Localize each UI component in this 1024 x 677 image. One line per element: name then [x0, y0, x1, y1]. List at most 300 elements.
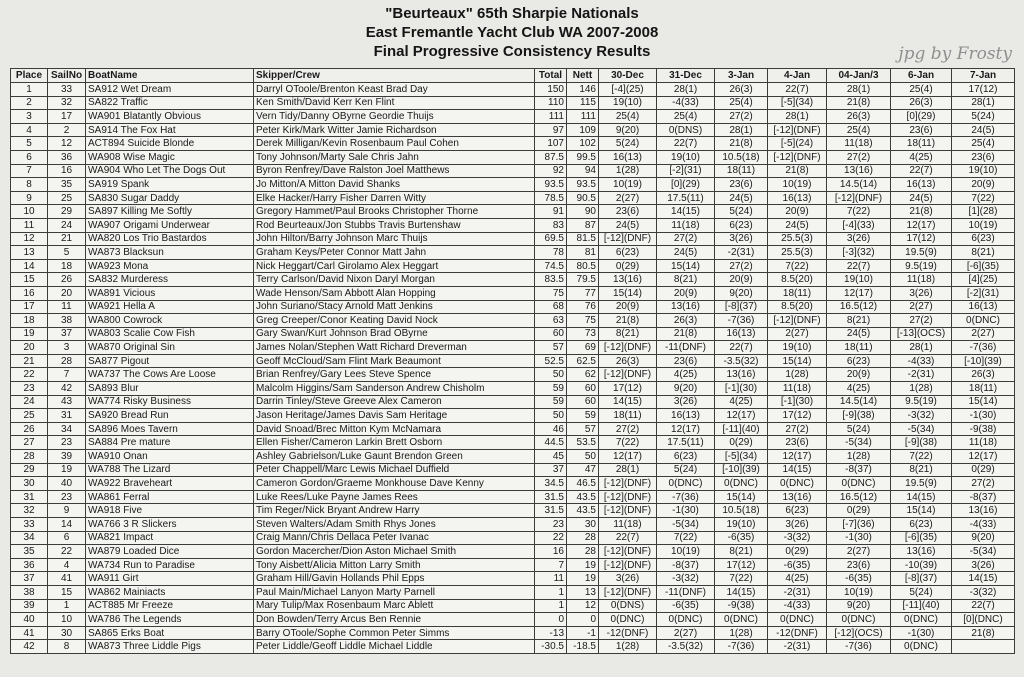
table-cell: 17(12) — [891, 232, 952, 246]
table-cell: 18(11) — [768, 286, 827, 300]
table-row — [11, 300, 1015, 314]
table-cell: 9(20) — [827, 599, 891, 613]
table-cell: WA786 The Legends — [86, 613, 254, 627]
table-row — [11, 585, 1015, 599]
table-cell: 10(19) — [952, 218, 1015, 232]
table-cell: Elke Hacker/Harry Fisher Darren Witty — [254, 191, 535, 205]
table-cell: 91 — [535, 205, 567, 219]
table-cell: 13 — [11, 246, 48, 260]
table-cell: 76 — [567, 300, 599, 314]
table-cell: 26(3) — [657, 314, 715, 328]
table-cell: [-12](DNF) — [768, 150, 827, 164]
table-cell: 24(5) — [952, 123, 1015, 137]
table-row — [11, 123, 1015, 137]
table-cell: 22(7) — [599, 531, 657, 545]
table-cell: Jason Heritage/James Davis Sam Heritage — [254, 409, 535, 423]
table-cell: 25(4) — [657, 110, 715, 124]
table-cell: Darryl OToole/Brenton Keast Brad Day — [254, 83, 535, 97]
table-cell: 21(8) — [891, 205, 952, 219]
table-cell: 62 — [567, 368, 599, 382]
table-cell: 14(15) — [599, 395, 657, 409]
table-cell: 1 — [48, 599, 86, 613]
table-cell: -1(30) — [891, 626, 952, 640]
table-cell: -3(32) — [657, 572, 715, 586]
table-cell: 5 — [11, 137, 48, 151]
table-cell: 24(5) — [768, 218, 827, 232]
table-cell: 0(DNC) — [891, 640, 952, 654]
table-cell: -5(34) — [827, 436, 891, 450]
table-cell: 10.5(18) — [715, 150, 768, 164]
table-cell: 19.5(9) — [891, 246, 952, 260]
table-cell: 6(23) — [657, 450, 715, 464]
table-row — [11, 463, 1015, 477]
table-cell: 13(16) — [657, 300, 715, 314]
table-cell: 21(8) — [827, 96, 891, 110]
table-cell: 38 — [11, 585, 48, 599]
table-cell: 27 — [11, 436, 48, 450]
table-cell: 2 — [11, 96, 48, 110]
table-cell: WA910 Onan — [86, 450, 254, 464]
table-cell: 12(17) — [715, 409, 768, 423]
column-header: 4-Jan — [768, 69, 827, 83]
table-cell: 8 — [48, 640, 86, 654]
table-cell: 18(11) — [715, 164, 768, 178]
table-cell: 19(10) — [827, 273, 891, 287]
table-cell: 21 — [11, 354, 48, 368]
table-cell: 4(25) — [768, 572, 827, 586]
table-cell: 31.5 — [535, 490, 567, 504]
table-cell: 24 — [48, 218, 86, 232]
table-cell: 7(22) — [657, 531, 715, 545]
table-cell: 8(21) — [952, 246, 1015, 260]
table-cell: Vern Tidy/Danny OByrne Geordie Thuijs — [254, 110, 535, 124]
table-cell: 4(25) — [657, 368, 715, 382]
table-cell: Rod Beurteaux/Jon Stubbs Travis Burtenshaw — [254, 218, 535, 232]
table-cell: 26(3) — [952, 368, 1015, 382]
table-cell: 0(29) — [715, 436, 768, 450]
table-cell: 9(20) — [599, 123, 657, 137]
table-cell: Graham Hill/Gavin Hollands Phil Epps — [254, 572, 535, 586]
table-cell: -3(32) — [952, 585, 1015, 599]
table-header-row — [11, 69, 1015, 83]
table-cell: 5(24) — [827, 422, 891, 436]
table-cell: David Snoad/Brec Mitton Kym McNamara — [254, 422, 535, 436]
table-cell: -3(32) — [891, 409, 952, 423]
table-cell: 11 — [11, 218, 48, 232]
table-cell: WA788 The Lizard — [86, 463, 254, 477]
table-cell: 7(22) — [768, 259, 827, 273]
table-cell: SA830 Sugar Daddy — [86, 191, 254, 205]
table-cell: [-11](40) — [715, 422, 768, 436]
table-cell: 25(4) — [827, 123, 891, 137]
table-cell: 17(12) — [768, 409, 827, 423]
table-cell: Brian Renfrey/Gary Lees Steve Spence — [254, 368, 535, 382]
table-cell: 31 — [48, 409, 86, 423]
table-cell: SA920 Bread Run — [86, 409, 254, 423]
table-cell: 1 — [535, 585, 567, 599]
table-cell: 13(16) — [891, 545, 952, 559]
table-cell: 16 — [535, 545, 567, 559]
table-row — [11, 218, 1015, 232]
table-cell: 11(18) — [827, 137, 891, 151]
column-header: Place — [11, 69, 48, 83]
table-cell: 23 — [48, 436, 86, 450]
table-cell: 24(5) — [827, 327, 891, 341]
table-cell: 19.5(9) — [891, 477, 952, 491]
table-cell: 5(24) — [599, 137, 657, 151]
table-cell: 4(25) — [827, 382, 891, 396]
table-cell: [-12](DNF) — [599, 232, 657, 246]
table-cell: 0(DNC) — [827, 477, 891, 491]
table-cell: 31 — [11, 490, 48, 504]
table-row — [11, 572, 1015, 586]
table-cell: 59 — [567, 409, 599, 423]
table-cell: 20 — [48, 286, 86, 300]
table-cell: 10(19) — [768, 178, 827, 192]
table-cell: 97 — [535, 123, 567, 137]
table-cell: 28 — [567, 531, 599, 545]
table-cell: WA873 Blacksun — [86, 246, 254, 260]
table-cell: 6 — [11, 150, 48, 164]
table-cell: Peter Liddle/Geoff Liddle Michael Liddle — [254, 640, 535, 654]
table-cell: -6(35) — [657, 599, 715, 613]
table-cell: 3(26) — [768, 518, 827, 532]
table-cell: Tony Johnson/Marty Sale Chris Jahn — [254, 150, 535, 164]
table-cell: WA803 Scalie Cow Fish — [86, 327, 254, 341]
table-cell: 2 — [48, 123, 86, 137]
table-cell: -5(34) — [891, 422, 952, 436]
table-cell: 22(7) — [768, 83, 827, 97]
table-cell: 8(21) — [891, 463, 952, 477]
table-cell: -8(37) — [827, 463, 891, 477]
table-cell: [-10](39) — [715, 463, 768, 477]
table-cell: 4(25) — [715, 395, 768, 409]
table-cell: 150 — [535, 83, 567, 97]
table-cell: 28(1) — [657, 83, 715, 97]
table-cell: 90.5 — [567, 191, 599, 205]
table-cell: WA908 Wise Magic — [86, 150, 254, 164]
table-cell: 62.5 — [567, 354, 599, 368]
table-cell: 6(23) — [827, 354, 891, 368]
table-cell: 31.5 — [535, 504, 567, 518]
table-cell: 20 — [11, 341, 48, 355]
table-cell: 57 — [567, 422, 599, 436]
table-cell: [0](29) — [891, 110, 952, 124]
table-cell: 0 — [567, 613, 599, 627]
column-header: 30-Dec — [599, 69, 657, 83]
table-cell: WA879 Loaded Dice — [86, 545, 254, 559]
table-row — [11, 436, 1015, 450]
table-cell: 39 — [48, 450, 86, 464]
table-cell: 10(19) — [827, 585, 891, 599]
table-cell: 34 — [48, 422, 86, 436]
table-cell: 20(9) — [715, 273, 768, 287]
table-cell: -10(39) — [891, 558, 952, 572]
table-cell: ACT894 Suicide Blonde — [86, 137, 254, 151]
table-cell: 12 — [567, 599, 599, 613]
table-cell: 110 — [535, 96, 567, 110]
table-row — [11, 191, 1015, 205]
table-cell: 10 — [11, 205, 48, 219]
table-cell: 0(DNS) — [599, 599, 657, 613]
table-cell: 8(21) — [657, 273, 715, 287]
table-cell: 87 — [567, 218, 599, 232]
table-cell: 16.5(12) — [827, 300, 891, 314]
table-cell: [-11](40) — [891, 599, 952, 613]
column-header: 31-Dec — [657, 69, 715, 83]
table-cell: 16(13) — [715, 327, 768, 341]
table-cell: Greg Creeper/Conor Keating David Nock — [254, 314, 535, 328]
table-cell: 75 — [567, 314, 599, 328]
table-cell: [-8](37) — [715, 300, 768, 314]
table-cell: WA737 The Cows Are Loose — [86, 368, 254, 382]
table-cell: Ken Smith/David Kerr Ken Flint — [254, 96, 535, 110]
table-cell: 24(5) — [891, 191, 952, 205]
table-cell: 1 — [11, 83, 48, 97]
table-cell: 28(1) — [768, 110, 827, 124]
table-cell: -11(DNF) — [657, 585, 715, 599]
table-cell: [-12](DNF) — [599, 545, 657, 559]
table-cell: SA832 Murderess — [86, 273, 254, 287]
table-cell: 20(9) — [599, 300, 657, 314]
table-cell: 26 — [48, 273, 86, 287]
table-row — [11, 368, 1015, 382]
table-cell: 19(10) — [952, 164, 1015, 178]
table-cell: 50 — [535, 368, 567, 382]
table-cell: 23(6) — [715, 178, 768, 192]
table-cell: -1(30) — [827, 531, 891, 545]
table-cell: WA923 Mona — [86, 259, 254, 273]
table-cell: 12(17) — [657, 422, 715, 436]
table-row — [11, 545, 1015, 559]
table-cell: 19 — [567, 572, 599, 586]
table-cell: 0(DNS) — [657, 123, 715, 137]
table-cell: John Suriano/Stacy Arnold Matt Jenkins — [254, 300, 535, 314]
table-cell: Luke Rees/Luke Payne James Rees — [254, 490, 535, 504]
table-cell: 7(22) — [599, 436, 657, 450]
table-row — [11, 286, 1015, 300]
table-cell: 24(5) — [715, 191, 768, 205]
table-cell: 14 — [48, 518, 86, 532]
table-cell: 17.5(11) — [657, 436, 715, 450]
table-cell: 21(8) — [715, 137, 768, 151]
table-row — [11, 599, 1015, 613]
table-cell: 8.5(20) — [768, 300, 827, 314]
table-cell: 22(7) — [827, 259, 891, 273]
table-cell: 9(20) — [952, 531, 1015, 545]
table-cell: Gary Swan/Kurt Johnson Brad OByrne — [254, 327, 535, 341]
table-cell: 10(19) — [657, 545, 715, 559]
table-cell: -2(31) — [715, 246, 768, 260]
table-row — [11, 640, 1015, 654]
table-cell: Geoff McCloud/Sam Flint Mark Beaumont — [254, 354, 535, 368]
table-cell: -7(36) — [657, 490, 715, 504]
table-cell: [0](29) — [657, 178, 715, 192]
table-cell: 27(2) — [715, 259, 768, 273]
table-cell: 19 — [11, 327, 48, 341]
table-cell: 13(16) — [599, 273, 657, 287]
table-cell: 43.5 — [567, 490, 599, 504]
table-cell: 16(13) — [891, 178, 952, 192]
table-cell: [-12](DNF) — [768, 314, 827, 328]
table-cell: 1(28) — [599, 640, 657, 654]
table-cell: 13 — [567, 585, 599, 599]
table-cell: Ashley Gabrielson/Luke Gaunt Brendon Green — [254, 450, 535, 464]
table-cell: Tony Aisbett/Alicia Mitton Larry Smith — [254, 558, 535, 572]
table-cell: 8 — [11, 178, 48, 192]
table-cell: Nick Heggart/Carl Girolamo Alex Heggart — [254, 259, 535, 273]
table-cell: 0(29) — [599, 259, 657, 273]
table-cell: 0(DNC) — [768, 613, 827, 627]
table-cell: 87.5 — [535, 150, 567, 164]
table-cell: 21(8) — [657, 327, 715, 341]
table-cell: 13(16) — [768, 490, 827, 504]
table-cell: [-4](33) — [827, 218, 891, 232]
table-cell: WA907 Origami Underwear — [86, 218, 254, 232]
table-cell: 17(12) — [599, 382, 657, 396]
table-cell: 23(6) — [657, 354, 715, 368]
table-row — [11, 382, 1015, 396]
table-cell: 83 — [535, 218, 567, 232]
table-cell: WA800 Cowrock — [86, 314, 254, 328]
table-cell: [-9](38) — [827, 409, 891, 423]
table-cell: 1 — [535, 599, 567, 613]
table-cell: 22 — [48, 545, 86, 559]
table-cell: 14(15) — [952, 572, 1015, 586]
table-cell: 1(28) — [768, 368, 827, 382]
table-cell: [-8](37) — [891, 572, 952, 586]
table-cell: -7(36) — [715, 640, 768, 654]
table-row — [11, 205, 1015, 219]
table-cell: WA820 Los Trio Bastardos — [86, 232, 254, 246]
table-cell: 93.5 — [535, 178, 567, 192]
table-cell: 20(9) — [768, 205, 827, 219]
table-cell: 36 — [11, 558, 48, 572]
table-cell: 40 — [48, 477, 86, 491]
table-cell: 37 — [48, 327, 86, 341]
table-cell: 25.5(3) — [768, 246, 827, 260]
table-cell: 12(17) — [891, 218, 952, 232]
table-cell: 10(19) — [599, 178, 657, 192]
table-cell: 14.5(14) — [827, 395, 891, 409]
table-cell: 16(13) — [657, 409, 715, 423]
table-cell: 2(27) — [952, 327, 1015, 341]
table-cell: 25(4) — [891, 83, 952, 97]
table-row — [11, 110, 1015, 124]
table-row — [11, 558, 1015, 572]
table-cell: 9(20) — [715, 286, 768, 300]
table-cell: 0(29) — [827, 504, 891, 518]
table-cell: 43.5 — [567, 504, 599, 518]
table-cell: 18(11) — [891, 137, 952, 151]
table-cell: 25(4) — [952, 137, 1015, 151]
table-cell: 8(21) — [599, 327, 657, 341]
table-cell: 6(23) — [891, 518, 952, 532]
table-cell: 17 — [11, 300, 48, 314]
table-cell: -8(37) — [952, 490, 1015, 504]
table-cell: 28 — [48, 354, 86, 368]
table-cell: 77 — [567, 286, 599, 300]
table-cell: 17(12) — [952, 83, 1015, 97]
table-cell: 25.5(3) — [768, 232, 827, 246]
table-cell: 3(26) — [657, 395, 715, 409]
table-cell: 5(24) — [952, 110, 1015, 124]
table-cell: WA873 Three Liddle Pigs — [86, 640, 254, 654]
table-cell: -9(38) — [952, 422, 1015, 436]
table-cell: -1(30) — [952, 409, 1015, 423]
table-cell: 9(20) — [657, 382, 715, 396]
table-cell: 24(5) — [657, 246, 715, 260]
table-cell: 23(6) — [952, 150, 1015, 164]
table-cell: 2(27) — [599, 191, 657, 205]
table-row — [11, 96, 1015, 110]
table-cell: 90 — [567, 205, 599, 219]
table-cell: [-7](36) — [827, 518, 891, 532]
table-cell: 5(24) — [715, 205, 768, 219]
table-cell: 93.5 — [567, 178, 599, 192]
table-cell: 46 — [535, 422, 567, 436]
table-cell: 3(26) — [715, 232, 768, 246]
table-cell: 19(10) — [768, 341, 827, 355]
table-cell: -5(34) — [952, 545, 1015, 559]
table-cell: John Hilton/Barry Johnson Marc Thuijs — [254, 232, 535, 246]
table-row — [11, 178, 1015, 192]
table-cell: [-12](DNF) — [599, 368, 657, 382]
table-cell: 59 — [535, 382, 567, 396]
table-cell: SA877 Pigout — [86, 354, 254, 368]
table-cell: 15(14) — [768, 354, 827, 368]
table-cell: Cameron Gordon/Graeme Monkhouse Dave Kenny — [254, 477, 535, 491]
table-cell: WA774 Risky Business — [86, 395, 254, 409]
table-cell: 7(22) — [827, 205, 891, 219]
column-header: 04-Jan/3 — [827, 69, 891, 83]
table-cell: ACT885 Mr Freeze — [86, 599, 254, 613]
table-cell: 0 — [535, 613, 567, 627]
table-cell: Malcolm Higgins/Sam Sanderson Andrew Chisholm — [254, 382, 535, 396]
table-cell: 25 — [11, 409, 48, 423]
table-cell: 1(28) — [599, 164, 657, 178]
table-row — [11, 477, 1015, 491]
table-cell: 60 — [535, 327, 567, 341]
table-cell: 81 — [567, 246, 599, 260]
table-cell: 18(11) — [827, 341, 891, 355]
table-cell: 42 — [48, 382, 86, 396]
table-row — [11, 273, 1015, 287]
table-cell: 19 — [48, 463, 86, 477]
table-cell: 1(28) — [715, 626, 768, 640]
table-cell: 0(DNC) — [827, 613, 891, 627]
table-cell: Paul Main/Michael Lanyon Marty Parnell — [254, 585, 535, 599]
table-cell: 5(24) — [891, 585, 952, 599]
table-cell: 14(15) — [891, 490, 952, 504]
table-cell: 13(16) — [952, 504, 1015, 518]
table-cell: 146 — [567, 83, 599, 97]
table-cell: 111 — [535, 110, 567, 124]
table-cell: [-2](31) — [952, 286, 1015, 300]
table-cell: 44.5 — [535, 436, 567, 450]
table-cell: Gregory Hammet/Paul Brooks Christopher Thorne — [254, 205, 535, 219]
table-cell: 53.5 — [567, 436, 599, 450]
table-cell: 75 — [535, 286, 567, 300]
table-cell: 13(16) — [827, 164, 891, 178]
table-cell: -2(31) — [768, 585, 827, 599]
table-cell: 3 — [48, 341, 86, 355]
table-cell: [1](28) — [952, 205, 1015, 219]
table-cell: Mary Tulip/Max Rosenbaum Marc Ablett — [254, 599, 535, 613]
event-title: "Beurteaux" 65th Sharpie Nationals — [385, 5, 639, 22]
table-cell: 27(2) — [657, 232, 715, 246]
table-cell: 23(6) — [891, 123, 952, 137]
